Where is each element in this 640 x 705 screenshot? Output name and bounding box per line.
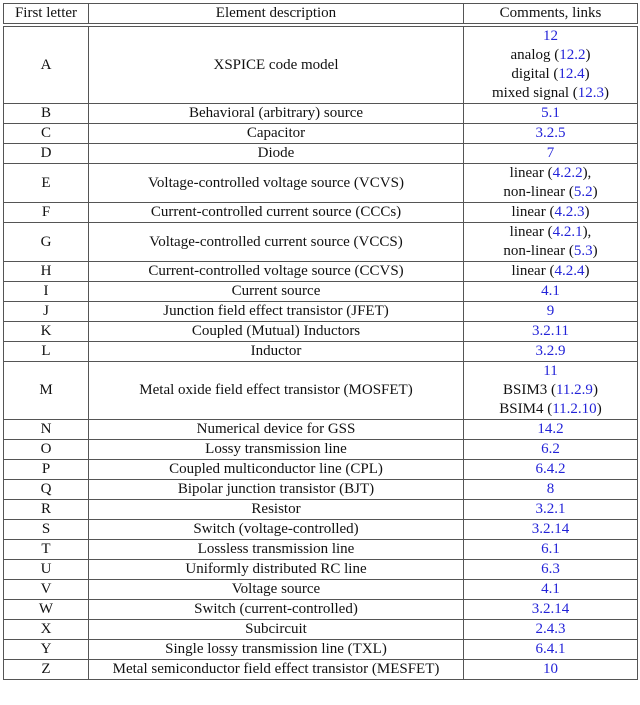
- comment-text: mixed signal (: [491, 85, 578, 101]
- comment-line: [466, 27, 635, 46]
- section-link[interactable]: 4.1: [541, 283, 560, 299]
- comment-text: ): [592, 184, 598, 200]
- element-description-cell: Inductor: [89, 342, 464, 362]
- comments-cell: [464, 362, 638, 420]
- table-row: [4, 440, 638, 460]
- section-link[interactable]: 11.2.9: [555, 382, 593, 398]
- table-row: [4, 124, 638, 144]
- comment-text: BSIM4 (: [499, 401, 553, 417]
- header-element-description: Element description: [89, 4, 464, 26]
- comments-cell: [464, 520, 638, 540]
- comments-cell: [464, 620, 638, 640]
- comments-cell: [464, 660, 638, 680]
- table-row: [4, 620, 638, 640]
- comment-line: [466, 65, 635, 84]
- comments-cell: [464, 164, 638, 203]
- element-description-cell: Coupled multiconductor line (CPL): [89, 460, 464, 480]
- comments-cell: [464, 262, 638, 282]
- comment-line: [466, 362, 635, 381]
- comment-line: [466, 342, 635, 361]
- comment-line: [466, 262, 635, 281]
- comment-line: [466, 84, 635, 103]
- element-description-cell: Single lossy transmission line (TXL): [89, 640, 464, 660]
- section-link[interactable]: 14.2: [537, 421, 564, 437]
- section-link[interactable]: 7: [546, 145, 555, 161]
- comment-line: [466, 302, 635, 321]
- first-letter-cell: N: [4, 420, 89, 440]
- table-row: [4, 342, 638, 362]
- first-letter-cell: O: [4, 440, 89, 460]
- section-link[interactable]: 4.1: [541, 581, 560, 597]
- first-letter-cell: X: [4, 620, 89, 640]
- table-row: [4, 500, 638, 520]
- table-row: [4, 560, 638, 580]
- section-link[interactable]: 3.2.11: [532, 323, 569, 339]
- comments-cell: [464, 420, 638, 440]
- comment-text: non-linear (: [503, 184, 574, 200]
- element-table: [3, 3, 638, 680]
- table-row: [4, 460, 638, 480]
- element-description-cell: Current-controlled voltage source (CCVS): [89, 262, 464, 282]
- table-row: [4, 164, 638, 203]
- first-letter-cell: F: [4, 203, 89, 223]
- section-link[interactable]: 5.1: [541, 105, 560, 121]
- comment-text: ): [585, 47, 591, 63]
- first-letter-cell: T: [4, 540, 89, 560]
- element-description-cell: XSPICE code model: [89, 25, 464, 104]
- table-row: [4, 660, 638, 680]
- section-link[interactable]: 6.2: [541, 441, 560, 457]
- element-description-cell: Bipolar junction transistor (BJT): [89, 480, 464, 500]
- comment-line: [466, 282, 635, 301]
- comment-text: ),: [582, 165, 592, 181]
- first-letter-cell: L: [4, 342, 89, 362]
- first-letter-cell: S: [4, 520, 89, 540]
- comment-line: [466, 600, 635, 619]
- table-row: [4, 144, 638, 164]
- comment-text: ): [604, 85, 610, 101]
- table-row: [4, 223, 638, 262]
- comment-line: [466, 203, 635, 222]
- comment-text: digital (: [511, 66, 559, 82]
- element-description-cell: Capacitor: [89, 124, 464, 144]
- comments-cell: [464, 104, 638, 124]
- section-link[interactable]: 3.2.14: [531, 601, 570, 617]
- section-link[interactable]: 8: [546, 481, 555, 497]
- first-letter-cell: A: [4, 25, 89, 104]
- comments-cell: [464, 440, 638, 460]
- header-comments-links: Comments, links: [464, 4, 638, 26]
- element-description-cell: Current source: [89, 282, 464, 302]
- element-description-cell: Diode: [89, 144, 464, 164]
- comments-cell: [464, 282, 638, 302]
- element-description-cell: Current-controlled current source (CCCs): [89, 203, 464, 223]
- element-description-cell: Switch (current-controlled): [89, 600, 464, 620]
- table-row: [4, 262, 638, 282]
- comments-cell: [464, 223, 638, 262]
- comments-cell: [464, 640, 638, 660]
- first-letter-cell: G: [4, 223, 89, 262]
- comment-text: ): [584, 263, 590, 279]
- element-description-cell: Voltage-controlled voltage source (VCVS): [89, 164, 464, 203]
- comments-cell: [464, 144, 638, 164]
- comment-text: ),: [582, 224, 592, 240]
- section-link[interactable]: 6.4.2: [535, 461, 566, 477]
- comments-cell: [464, 302, 638, 322]
- first-letter-cell: J: [4, 302, 89, 322]
- comment-text: ): [584, 66, 590, 82]
- comment-line: [466, 183, 635, 202]
- comment-line: [466, 540, 635, 559]
- section-link[interactable]: 11.2.10: [552, 401, 597, 417]
- first-letter-cell: M: [4, 362, 89, 420]
- section-link[interactable]: 12: [543, 28, 558, 44]
- comment-line: [466, 104, 635, 123]
- table-row: [4, 540, 638, 560]
- first-letter-cell: C: [4, 124, 89, 144]
- first-letter-cell: I: [4, 282, 89, 302]
- comment-text: linear (: [511, 263, 555, 279]
- table-body: [4, 25, 638, 680]
- comment-line: [466, 560, 635, 579]
- comment-text: non-linear (: [503, 243, 574, 259]
- section-link[interactable]: 11: [543, 363, 558, 379]
- comment-text: ): [584, 204, 590, 220]
- comment-text: ): [592, 243, 598, 259]
- first-letter-cell: U: [4, 560, 89, 580]
- section-link[interactable]: 12.2: [559, 47, 586, 63]
- table-row: [4, 282, 638, 302]
- comment-text: BSIM3 (: [503, 382, 556, 398]
- section-link[interactable]: 4.2.2: [552, 165, 583, 181]
- comment-line: [466, 242, 635, 261]
- comment-text: ): [592, 382, 598, 398]
- comment-line: [466, 580, 635, 599]
- comment-line: [466, 223, 635, 242]
- section-link[interactable]: 3.2.1: [535, 501, 566, 517]
- section-link[interactable]: 3.2.14: [531, 521, 570, 537]
- section-link[interactable]: 4.2.1: [552, 224, 583, 240]
- comment-text: linear (: [509, 165, 553, 181]
- header-row: [4, 4, 638, 26]
- comments-cell: [464, 500, 638, 520]
- first-letter-cell: D: [4, 144, 89, 164]
- element-description-cell: Numerical device for GSS: [89, 420, 464, 440]
- table-row: [4, 104, 638, 124]
- comment-line: [466, 620, 635, 639]
- section-link[interactable]: 6.1: [541, 541, 560, 557]
- table-row: [4, 362, 638, 420]
- table-row: [4, 640, 638, 660]
- comment-line: [466, 640, 635, 659]
- element-description-cell: Junction field effect transistor (JFET): [89, 302, 464, 322]
- comment-line: [466, 46, 635, 65]
- comment-line: [466, 322, 635, 341]
- table-row: [4, 203, 638, 223]
- comments-cell: [464, 124, 638, 144]
- element-description-cell: Metal semiconductor field effect transistor (MESFET): [89, 660, 464, 680]
- comment-line: [466, 660, 635, 679]
- section-link[interactable]: 12.3: [577, 85, 605, 101]
- element-description-cell: Metal oxide field effect transistor (MOSFET): [89, 362, 464, 420]
- section-link[interactable]: 6.3: [541, 561, 560, 577]
- first-letter-cell: W: [4, 600, 89, 620]
- table-row: [4, 25, 638, 104]
- comment-text: analog (: [510, 47, 560, 63]
- comments-cell: [464, 560, 638, 580]
- element-description-cell: Uniformly distributed RC line: [89, 560, 464, 580]
- section-link[interactable]: 6.4.1: [535, 641, 566, 657]
- element-description-cell: Voltage source: [89, 580, 464, 600]
- comment-line: [466, 164, 635, 183]
- comments-cell: [464, 25, 638, 104]
- table-row: [4, 600, 638, 620]
- section-link[interactable]: 9: [546, 303, 555, 319]
- comments-cell: [464, 322, 638, 342]
- comment-line: [466, 520, 635, 539]
- comments-cell: [464, 540, 638, 560]
- section-link[interactable]: 3.2.9: [535, 343, 566, 359]
- comments-cell: [464, 203, 638, 223]
- table-row: [4, 580, 638, 600]
- table-row: [4, 520, 638, 540]
- element-description-cell: Coupled (Mutual) Inductors: [89, 322, 464, 342]
- header-first-letter: First letter: [4, 4, 89, 26]
- first-letter-cell: Q: [4, 480, 89, 500]
- element-description-cell: Lossless transmission line: [89, 540, 464, 560]
- comments-cell: [464, 480, 638, 500]
- section-link[interactable]: 5.3: [573, 243, 593, 259]
- section-link[interactable]: 10: [543, 661, 558, 677]
- section-link[interactable]: 2.4.3: [535, 621, 566, 637]
- comments-cell: [464, 580, 638, 600]
- element-description-cell: Resistor: [89, 500, 464, 520]
- element-description-cell: Behavioral (arbitrary) source: [89, 104, 464, 124]
- comment-text: linear (: [509, 224, 553, 240]
- section-link[interactable]: 12.4: [558, 66, 585, 82]
- comments-cell: [464, 342, 638, 362]
- element-description-cell: Lossy transmission line: [89, 440, 464, 460]
- element-description-cell: Voltage-controlled current source (VCCS): [89, 223, 464, 262]
- first-letter-cell: K: [4, 322, 89, 342]
- section-link[interactable]: 5.2: [573, 184, 593, 200]
- comment-line: [466, 124, 635, 143]
- first-letter-cell: H: [4, 262, 89, 282]
- comment-text: ): [596, 401, 602, 417]
- first-letter-cell: Z: [4, 660, 89, 680]
- section-link[interactable]: 4.2.4: [554, 263, 585, 279]
- element-description-cell: Subcircuit: [89, 620, 464, 640]
- table-row: [4, 420, 638, 440]
- first-letter-cell: R: [4, 500, 89, 520]
- table-row: [4, 302, 638, 322]
- comment-line: [466, 500, 635, 519]
- comment-line: [466, 460, 635, 479]
- first-letter-cell: P: [4, 460, 89, 480]
- section-link[interactable]: 4.2.3: [554, 204, 585, 220]
- comment-line: [466, 440, 635, 459]
- first-letter-cell: B: [4, 104, 89, 124]
- table-row: [4, 480, 638, 500]
- comment-line: [466, 400, 635, 419]
- element-description-cell: Switch (voltage-controlled): [89, 520, 464, 540]
- first-letter-cell: Y: [4, 640, 89, 660]
- comment-text: linear (: [511, 204, 555, 220]
- section-link[interactable]: 3.2.5: [535, 125, 566, 141]
- comments-cell: [464, 460, 638, 480]
- first-letter-cell: E: [4, 164, 89, 203]
- comment-line: [466, 480, 635, 499]
- table-row: [4, 322, 638, 342]
- comments-cell: [464, 600, 638, 620]
- comment-line: [466, 381, 635, 400]
- comment-line: [466, 144, 635, 163]
- comment-line: [466, 420, 635, 439]
- first-letter-cell: V: [4, 580, 89, 600]
